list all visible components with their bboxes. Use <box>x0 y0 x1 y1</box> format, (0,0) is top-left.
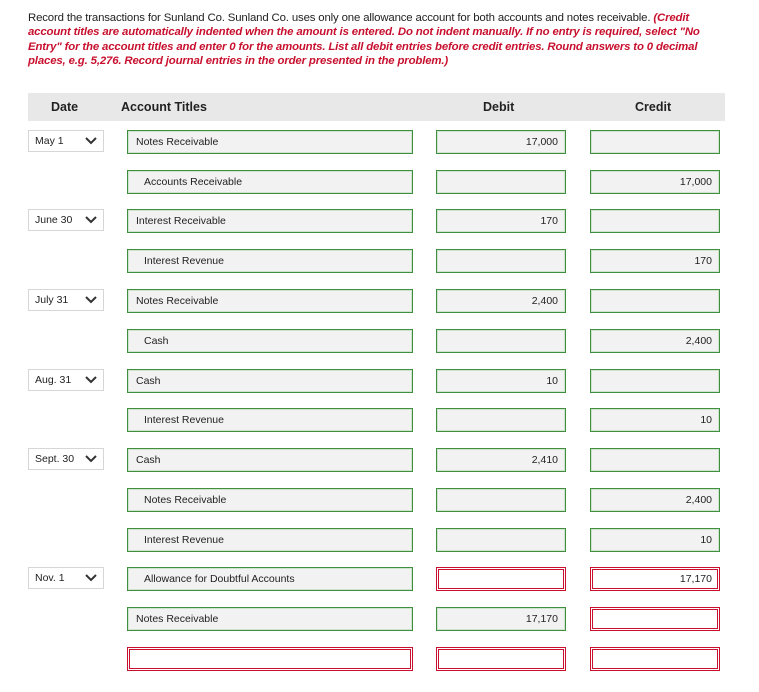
debit-field[interactable]: 170 <box>436 209 566 233</box>
account-title-field[interactable]: Interest Receivable <box>127 209 413 233</box>
credit-field[interactable]: 10 <box>590 528 720 552</box>
header-date: Date <box>51 100 79 114</box>
chevron-down-icon <box>85 376 97 384</box>
credit-field[interactable] <box>590 369 720 393</box>
journal-row <box>0 607 759 631</box>
debit-field[interactable] <box>436 170 566 194</box>
credit-field[interactable]: 2,400 <box>590 329 720 353</box>
instructions-emphasis: (Credit account titles are automatically indented when the amount is entered. Do not indent manually. If no entry is required, select "No Entry" for the account titles and enter 0 for the amounts. List all debit entries before credit entries. Round answers to 0 decimal places, e.g. 5,276. Record journal entries in the order presented in the problem.) <box>28 12 700 68</box>
date-select[interactable]: May 1 <box>28 130 104 152</box>
header-account-titles: Account Titles <box>121 100 207 114</box>
debit-field[interactable] <box>436 408 566 432</box>
credit-field[interactable] <box>590 130 720 154</box>
journal-row <box>0 209 759 233</box>
credit-field[interactable]: 10 <box>590 408 720 432</box>
debit-field-error[interactable] <box>436 647 566 671</box>
debit-field[interactable]: 10 <box>436 369 566 393</box>
account-title-field[interactable]: Cash <box>127 329 413 353</box>
instructions-text: Record the transactions for Sunland Co. Sunland Co. uses only one allowance account for both accounts and notes receivable. <box>28 12 654 24</box>
account-title-field[interactable]: Notes Receivable <box>127 289 413 313</box>
debit-field[interactable] <box>436 329 566 353</box>
debit-field[interactable]: 2,400 <box>436 289 566 313</box>
account-title-field[interactable]: Interest Revenue <box>127 249 413 273</box>
header-debit: Debit <box>483 100 515 114</box>
header-credit: Credit <box>635 100 672 114</box>
account-title-field[interactable]: Notes Receivable <box>127 488 413 512</box>
journal-row <box>0 488 759 512</box>
account-title-field-error[interactable] <box>127 647 413 671</box>
journal-row <box>0 448 759 472</box>
debit-field[interactable] <box>436 249 566 273</box>
journal-row <box>0 329 759 353</box>
debit-field[interactable]: 2,410 <box>436 448 566 472</box>
credit-field[interactable] <box>590 209 720 233</box>
date-select[interactable]: July 31 <box>28 289 104 311</box>
account-title-field[interactable]: Accounts Receivable <box>127 170 413 194</box>
credit-field[interactable]: 17,000 <box>590 170 720 194</box>
credit-field[interactable]: 170 <box>590 249 720 273</box>
journal-row <box>0 170 759 194</box>
account-title-field[interactable]: Notes Receivable <box>127 607 413 631</box>
debit-field[interactable]: 17,170 <box>436 607 566 631</box>
debit-field-error[interactable] <box>436 567 566 591</box>
date-select[interactable]: June 30 <box>28 209 104 231</box>
journal-row <box>0 289 759 313</box>
account-title-field[interactable]: Cash <box>127 448 413 472</box>
credit-field-error[interactable] <box>590 647 720 671</box>
journal-row <box>0 408 759 432</box>
journal-row <box>0 528 759 552</box>
journal-row <box>0 369 759 393</box>
account-title-field[interactable]: Notes Receivable <box>127 130 413 154</box>
credit-field-error[interactable] <box>590 607 720 631</box>
debit-field[interactable]: 17,000 <box>436 130 566 154</box>
journal-row <box>0 130 759 154</box>
chevron-down-icon <box>85 216 97 224</box>
chevron-down-icon <box>85 455 97 463</box>
debit-field[interactable] <box>436 528 566 552</box>
credit-field[interactable]: 2,400 <box>590 488 720 512</box>
credit-field[interactable] <box>590 448 720 472</box>
date-select[interactable]: Sept. 30 <box>28 448 104 470</box>
debit-field[interactable] <box>436 488 566 512</box>
credit-field[interactable] <box>590 289 720 313</box>
journal-row <box>0 647 759 671</box>
date-select[interactable]: Nov. 1 <box>28 567 104 589</box>
date-select[interactable]: Aug. 31 <box>28 369 104 391</box>
chevron-down-icon <box>85 296 97 304</box>
account-title-field[interactable]: Cash <box>127 369 413 393</box>
account-title-field[interactable]: Allowance for Doubtful Accounts <box>127 567 413 591</box>
instructions <box>28 11 728 69</box>
table-header <box>28 93 725 121</box>
credit-field-error[interactable]: 17,170 <box>590 567 720 591</box>
journal-row <box>0 249 759 273</box>
account-title-field[interactable]: Interest Revenue <box>127 528 413 552</box>
account-title-field[interactable]: Interest Revenue <box>127 408 413 432</box>
journal-row <box>0 567 759 591</box>
chevron-down-icon <box>85 574 97 582</box>
chevron-down-icon <box>85 137 97 145</box>
